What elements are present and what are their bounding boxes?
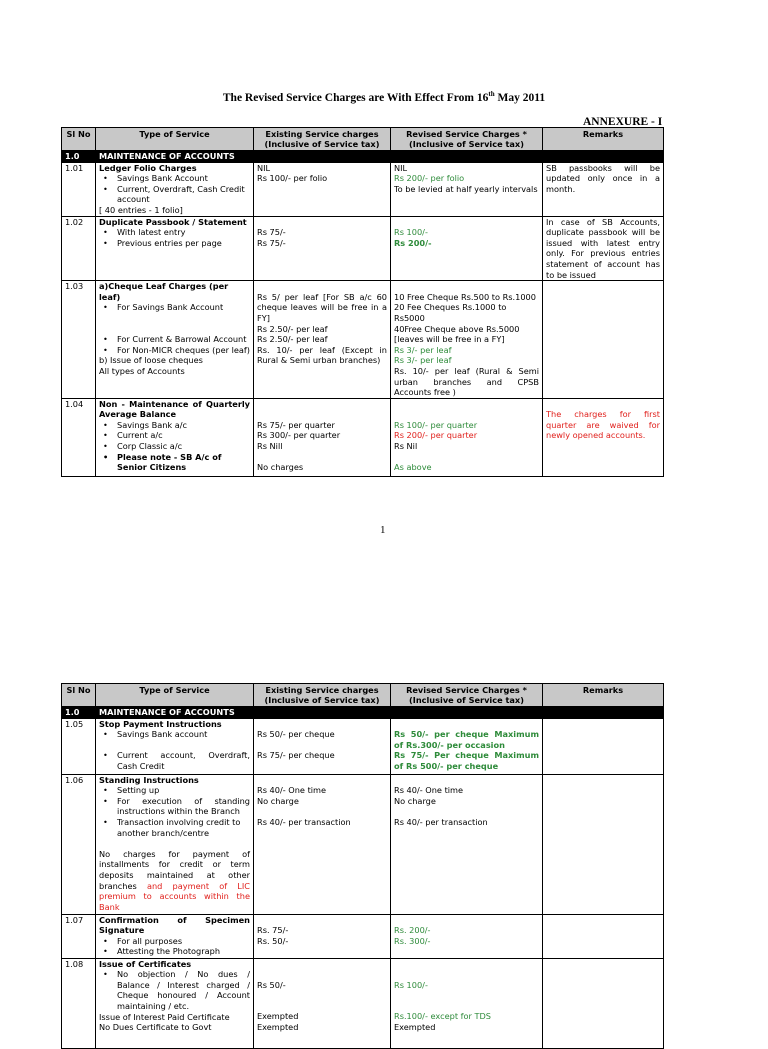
table-row: 1.07 Confirmation of Specimen Signature • For all purposes • Attesting the Photograph Rs. 75/- Rs. 50/- Rs. 200/- Rs. 300/- — [62, 914, 664, 958]
table-row: 1.04 Non - Maintenance of Quarterly Average Balance • Savings Bank a/c • Current a/c • Corp Classic a/c • Please note - SB A/c of Senior Citizens Rs 75/- per quarter Rs 300/- per quarter Rs Nill No charges Rs 100/- per quarter Rs 200/- per quarter Rs Nil As above The charges for first quarter are waived for newly opened accounts. — [62, 398, 664, 476]
document-title: The Revised Service Charges are With Effect From 16th May 2011 — [222, 90, 546, 104]
col-revised: Revised Service Charges * (Inclusive of Service tax) — [391, 128, 543, 151]
section-row: 1.0 MAINTENANCE OF ACCOUNTS — [62, 151, 664, 163]
table-header — [62, 684, 664, 707]
col-sl-no: Sl No — [62, 684, 96, 707]
col-revised: Revised Service Charges * (Inclusive of Service tax) — [391, 684, 543, 707]
table-row: 1.01 Ledger Folio Charges • Savings Bank Account • Current, Overdraft, Cash Credit account [ 40 entries - 1 folio] NIL Rs 100/- per folio NIL Rs 200/- per folio To be levied at half yearly intervals SB passbooks will be updated only once in a month. — [62, 162, 664, 216]
table-row: 1.06 Standing Instructions • Setting up • For execution of standing instructions within the Branch • Transaction involving credit to another branch/centre No charges for payment of installments for credit or term deposits maintained at other branches and payment of LIC premium to accounts within the Bank Rs 40/- One time No charge Rs 40/- per transaction Rs 40/- One time No charge Rs 40/- per transaction — [62, 774, 664, 914]
service-charges-table-2 — [61, 683, 664, 1049]
col-type-of-service: Type of Service — [96, 128, 254, 151]
table-row: 1.05 Stop Payment Instructions • Savings Bank account • Current account, Overdraft, Cash Credit Rs 50/- per cheque Rs 75/- per cheque Rs 50/- per cheque Maximum of Rs.300/- per occasion Rs 75/- Per cheque Maximum of Rs 500/- per cheque — [62, 718, 664, 774]
service-charges-table-1 — [61, 127, 664, 477]
col-existing: Existing Service charges (Inclusive of Service tax) — [254, 128, 391, 151]
col-remarks: Remarks — [543, 684, 664, 707]
table-row: 1.03 a)Cheque Leaf Charges (per leaf) • For Savings Bank Account • For Current & Barrowal Account • For Non-MICR cheques (per leaf) b) Issue of loose cheques All types of Accounts Rs 5/ per leaf [For SB a/c 60 cheque leaves will be free in a FY] Rs 2.50/- per leaf Rs 2.50/- per leaf Rs. 10/- per leaf (Except in Rural & Semi urban branches) 10 Free Cheque Rs.500 to Rs.1000 20 Fee Cheques Rs.1000 to Rs5000 40Free Cheque above Rs.5000 [leaves will be free in a FY] Rs 3/- per leaf Rs 3/- per leaf Rs. 10/- per leaf (Rural & Semi urban branches and CPSB Accounts free ) — [62, 281, 664, 399]
table-header — [62, 128, 664, 151]
col-existing: Existing Service charges (Inclusive of Service tax) — [254, 684, 391, 707]
annexure-label: ANNEXURE - I — [583, 116, 663, 128]
table-row: 1.02 Duplicate Passbook / Statement • With latest entry • Previous entries per page Rs 75/- Rs 75/- Rs 100/- Rs 200/- In case of SB Accounts, duplicate passbook will be issued with latest entry only. For previous entries statement of account has to be issued — [62, 216, 664, 281]
col-type-of-service: Type of Service — [96, 684, 254, 707]
section-row: 1.0 MAINTENANCE OF ACCOUNTS — [62, 707, 664, 719]
table-row: 1.08 Issue of Certificates • No objection / No dues / Balance / Interest charged / Cheque honoured / Account maintaining / etc. Issue of Interest Paid Certificate No Dues Certificate to Govt Rs 50/- Exempted Exempted Rs 100/- Rs.100/- except for TDS Exempted — [62, 958, 664, 1048]
page-number: 1 — [380, 524, 386, 536]
col-remarks: Remarks — [543, 128, 664, 151]
col-sl-no: Sl No — [62, 128, 96, 151]
